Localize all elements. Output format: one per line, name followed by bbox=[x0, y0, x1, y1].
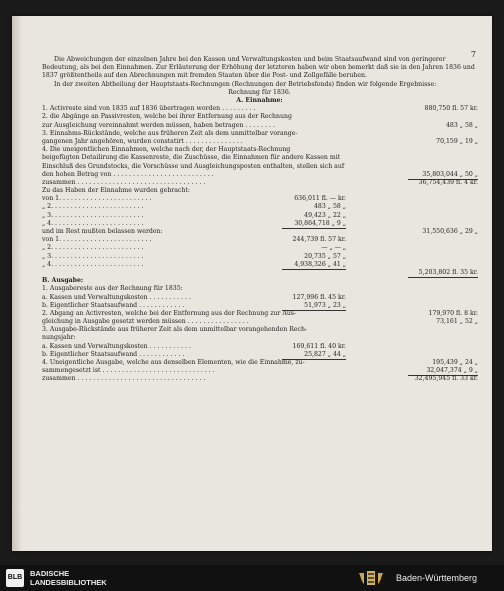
state-coat-of-arms-icon bbox=[356, 569, 386, 587]
ledger-row-label: b. Eigentlicher Staatsaufwand . . . . . . . . . . . . bbox=[42, 350, 185, 358]
ledger-row-label: 3. Einnahms-Rückstände, welche aus früheren Zeit als dem unmittelbar vorange- bbox=[42, 129, 298, 137]
ledger-row-amount: 195,439 „ 24 „ bbox=[432, 359, 478, 367]
ledger-row-label: von 1. . . . . . . . . . . . . . . . . . . . . . . . bbox=[42, 236, 152, 244]
ledger-row-label: „ 2. . . . . . . . . . . . . . . . . . . . . . . . bbox=[42, 203, 144, 211]
ledger-row-amount: 35,803,044 „ 50 „ bbox=[408, 171, 478, 180]
ledger-rows bbox=[42, 105, 477, 383]
ledger-row-subamount: 20,735 „ 57 „ bbox=[304, 252, 346, 260]
ledger-row bbox=[42, 310, 477, 318]
ledger-row-label: zusammen . . . . . . . . . . . . . . . . . . . . . . . . . . . . . . . . . bbox=[42, 375, 206, 383]
ledger-row-label: zusammen . . . . . . . . . . . . . . . . . . . . . . . . . . . . . . . . . bbox=[42, 178, 206, 186]
ledger-row-amount: 5,203,802 fl. 35 kr. bbox=[408, 269, 478, 278]
state-name: Baden-Württemberg bbox=[396, 573, 478, 583]
ledger-row-label: den hohen Betrag von . . . . . . . . . . . . . . . . . . . . . . . . . . bbox=[42, 170, 214, 178]
ledger-row-label: und im Rest mußten belassen werden: bbox=[42, 228, 163, 236]
ledger-row-subamount: 636,011 fl. — kr. bbox=[294, 195, 346, 203]
library-name bbox=[30, 570, 107, 587]
ledger-row bbox=[42, 285, 477, 293]
ledger-row bbox=[42, 113, 477, 121]
ledger-row bbox=[42, 187, 477, 195]
ledger-row bbox=[42, 138, 477, 146]
ledger-row bbox=[42, 343, 477, 351]
blb-logo: BLB bbox=[6, 569, 24, 587]
ledger-row-label: a. Kassen und Verwaltungskosten . . . . . . . . . . . bbox=[42, 293, 191, 301]
ledger-row bbox=[42, 302, 477, 310]
ledger-row bbox=[42, 154, 477, 162]
ledger-row bbox=[42, 326, 477, 334]
ledger-row-label: zur Ausgleichung vereinnahmt werden müssen, haben betragen . . . . . . . . bbox=[42, 121, 275, 129]
ledger-row-label: „ 4. . . . . . . . . . . . . . . . . . . . . . . . bbox=[42, 260, 144, 268]
paragraph-1: Die Abweichungen der einzelnen Jahre bei den Kassen und Verwaltungskosten und beim Staatsaufwand sind von geringerer Bedeutung, als bei den Einnahmen. Zur Erläuterung der Erhöhung der letzteren haben wir oben bemerkt daß sie in den Jahren 1836 und 1837 größtentheils auf den Abrechnungen mit fremden Staaten über die Post- und Zollgefälle beruhen. bbox=[42, 56, 475, 80]
ledger-row-amount: 70,159 „ 19 „ bbox=[436, 137, 478, 145]
document-text bbox=[42, 56, 477, 384]
ledger-row-label: sammengesetzt ist . . . . . . . . . . . . . . . . . . . . . . . . . . . . . bbox=[42, 367, 215, 375]
ledger-row bbox=[42, 334, 477, 342]
ledger-row-label: nungsjahr: bbox=[42, 334, 76, 342]
ledger-row bbox=[42, 203, 477, 211]
ledger-row bbox=[42, 105, 477, 113]
ledger-row bbox=[42, 359, 477, 367]
ledger-row bbox=[42, 179, 477, 187]
ledger-row-label: B. Ausgabe: bbox=[42, 277, 84, 285]
ledger-row-label: Zu das Haben der Einnahme wurden gebracht: bbox=[42, 187, 190, 195]
ledger-row-label: b. Eigentlicher Staatsaufwand . . . . . . . . . . . . bbox=[42, 301, 185, 309]
ledger-row-label: „ 4. . . . . . . . . . . . . . . . . . . . . . . . bbox=[42, 219, 144, 227]
section-a-heading: A. Einnahme: bbox=[236, 97, 283, 105]
ledger-row-subamount: 51,973 „ 23 „ bbox=[282, 302, 346, 311]
ledger-row-label: 4. Uneigentliche Ausgabe, welche aus denselben Elementen, wie die Einnahme, zu- bbox=[42, 359, 305, 367]
ledger-row-subamount: 4,938,326 „ 41 „ bbox=[282, 261, 346, 270]
ledger-row bbox=[42, 220, 477, 228]
ledger-row bbox=[42, 228, 477, 236]
ledger-row-label: „ 3. . . . . . . . . . . . . . . . . . . . . . . . bbox=[42, 252, 144, 260]
ledger-row-subamount: 25,827 „ 44 „ bbox=[282, 351, 346, 360]
ledger-row-amount: 483 „ 58 „ bbox=[446, 121, 478, 129]
ledger-row-subamount: 127,996 fl. 45 kr. bbox=[292, 293, 346, 301]
section-heading: Rechnung für 1836. bbox=[228, 88, 291, 96]
ledger-row bbox=[42, 351, 477, 359]
ledger-row bbox=[42, 163, 477, 171]
ledger-row-label: „ 3. . . . . . . . . . . . . . . . . . . . . . . . bbox=[42, 211, 144, 219]
ledger-row-label: a. Kassen und Verwaltungskosten . . . . . . . . . . . bbox=[42, 342, 191, 350]
ledger-row bbox=[42, 318, 477, 326]
ledger-row-amount: 31,550,636 „ 29 „ bbox=[422, 228, 478, 236]
ledger-row bbox=[42, 277, 477, 285]
ledger-row-amount: 73,161 „ 52 „ bbox=[436, 318, 478, 326]
ledger-row bbox=[42, 261, 477, 269]
ledger-row-label: 4. Die uneigentlichen Einnahmen, welche nach der, der Hauptstaats-Rechnung bbox=[42, 146, 291, 154]
ledger-row bbox=[42, 236, 477, 244]
ledger-row bbox=[42, 375, 477, 383]
ledger-row-amount: 36,754,439 fl. 4 kr. bbox=[418, 178, 478, 186]
ledger-row-label: 2. Abgang an Activresten, welche bei der Entfernung aus der Rechnung zur Aus- bbox=[42, 309, 297, 317]
library-name-line2: LANDESBIBLIOTHEK bbox=[30, 577, 107, 587]
ledger-row-amount: 32,047,374 „ 9 „ bbox=[408, 367, 478, 376]
ledger-row bbox=[42, 269, 477, 277]
ledger-row bbox=[42, 122, 477, 130]
ledger-row bbox=[42, 244, 477, 252]
ledger-row-subamount: 483 „ 58 „ bbox=[314, 203, 346, 211]
ledger-row-subamount: 244,739 fl. 57 kr. bbox=[292, 236, 346, 244]
ledger-row bbox=[42, 146, 477, 154]
ledger-row-amount: 880,750 fl. 57 kr. bbox=[424, 105, 478, 113]
ledger-row-subamount: 169,611 fl. 40 kr. bbox=[292, 342, 346, 350]
ledger-row-label: gleichung in Ausgabe gesetzt werden müssen . . . . . . . . . . . . . . . . bbox=[42, 318, 249, 326]
ledger-row-label: von 1. . . . . . . . . . . . . . . . . . . . . . . . bbox=[42, 195, 152, 203]
ledger-row bbox=[42, 171, 477, 179]
ledger-row-label: 3. Ausgabe-Rückstände aus früherer Zeit als dem unmittelbar vorangehenden Rech- bbox=[42, 326, 308, 334]
ledger-row bbox=[42, 367, 477, 375]
ledger-row bbox=[42, 195, 477, 203]
ledger-row-label: 1. Ausgabereste aus der Rechnung für 1835: bbox=[42, 285, 183, 293]
ledger-row bbox=[42, 294, 477, 302]
ledger-row-amount: 32,495,945 fl. 33 kr. bbox=[414, 375, 478, 383]
library-name-line1: BADISCHE bbox=[30, 569, 70, 578]
ledger-row-label: Einschluß des Grundstocks, die Vorschüsse und Ausgleichungsposten enthalten, stellen sich auf bbox=[42, 162, 345, 170]
ledger-row-label: „ 2. . . . . . . . . . . . . . . . . . . . . . . . bbox=[42, 244, 144, 252]
ledger-row-label: gangenen Jahr angehören, wurden constatirt . . . . . . . . . . . . . . . bbox=[42, 137, 243, 145]
ledger-row bbox=[42, 253, 477, 261]
ledger-row-subamount: 30,864,718 „ 9 „ bbox=[282, 220, 346, 229]
ledger-row-amount: 179,970 fl. 8 kr. bbox=[428, 309, 478, 317]
ledger-row-subamount: — „ — „ bbox=[321, 244, 346, 252]
ledger-row-label: beigefügten Detailirung die Kassenreste, die Zuschüsse, die Einnahmen für andere Kassen mit bbox=[42, 154, 341, 162]
ledger-row-label: 2. die Abgänge an Passivresten, welche bei ihrer Entfernung aus der Rechnung bbox=[42, 113, 292, 121]
ledger-row-label: 1. Activreste sind von 1835 auf 1836 übertragen worden . . . . . . . . . bbox=[42, 105, 256, 113]
ledger-row bbox=[42, 212, 477, 220]
ledger-row bbox=[42, 130, 477, 138]
footer-bar bbox=[0, 565, 504, 591]
paragraph-2: In der zweiten Abtheilung der Hauptstaats-Rechnungen (Rechnungen der Betriebsfonds) finden wir folgende Ergebnisse: bbox=[54, 80, 437, 88]
ledger-row-subamount: 49,423 „ 22 „ bbox=[304, 211, 346, 219]
page-number: 7 bbox=[470, 50, 476, 59]
